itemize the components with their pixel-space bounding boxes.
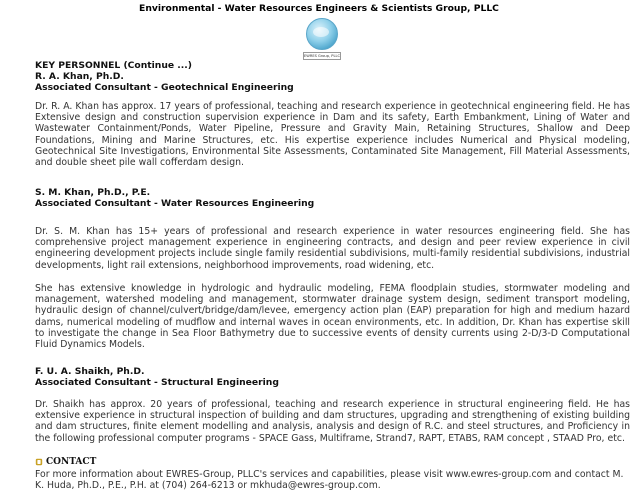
contact-heading-label: CONTACT [46,457,97,467]
person-bio: Dr. Shaikh has approx. 20 years of professional, teaching and research experience in structural engineering field. He has extensive experience in structural inspection of building and dam structures, upgrading and strengthening of existing building and dam structures, finite element modelling and analysis, analysis and design of R.C. and steel structures, and Proficiency in the following professional computer programs - SPACE Gass, Multiframe, Strand7, RAPT, ETABS, RAM concept , STAAD Pro, etc. [35,399,630,444]
person-name: S. M. Khan, Ph.D., P.E. [35,187,151,198]
contact-text: For more information about EWRES-Group, PLLC's services and capabilities, please visit www.ewres-group.com and contact M. K. Huda, Ph.D., P.E., P.H. at (704) 264-6213 or mkhuda@ewres-group.com. [35,469,624,492]
person-name: F. U. A. Shaikh, Ph.D. [35,366,145,377]
person-header [35,366,630,388]
section-heading: KEY PERSONNEL (Continue ...) [35,60,192,71]
key-personnel-section [35,60,630,93]
person-bio: Dr. R. A. Khan has approx. 17 years of professional, teaching and research experience in geotechnical engineering field. He has Extensive design and construction supervision experience in Dam and its safety, Earth Embankment, Lining of Water and Wastewater Containment/Ponds, Water Pipeline, Pressure and Gravity Main, Retaining Structures, Shallow and Deep Foundations, Mining and Marine Structures, etc. His expertise experience includes Numerical and Physical modeling, Geotechnical Site Investigations, Environmental Site Assessments, Contaminated Site Management, Fill Material Assessments, and double sheet pile wall cofferdam design. [35,101,630,169]
company-logo [303,18,341,64]
globe-icon [306,18,338,50]
contact-heading [35,457,96,467]
person-bio: Dr. S. M. Khan has 15+ years of professional and research experience in water resources engineering field. She has comprehensive project management experience in engineering contracts, and design and peer review experience in civil engineering development projects include single family residential subdivisions, multi-family residential subdivisions, industrial developments, light rail extensions, neighborhood improvements, road widening, etc. [35,226,630,271]
person-role: Associated Consultant - Geotechnical Engineering [35,82,294,93]
document-header: Environmental - Water Resources Engineers & Scientists Group, PLLC [139,3,499,14]
person-name: R. A. Khan, Ph.D. [35,71,124,82]
phone-icon [35,458,43,466]
person-role: Associated Consultant - Water Resources Engineering [35,198,315,209]
logo-caption: EWRES Group, PLLC [304,54,340,58]
person-header [35,187,630,209]
person-role: Associated Consultant - Structural Engineering [35,377,279,388]
person-bio: She has extensive knowledge in hydrologic and hydraulic modeling, FEMA floodplain studies, stormwater modeling and management, watershed modeling and management, stormwater drainage system design, sediment transport modeling, hydraulic design of channel/culvert/bridge/dam/levee, emergency action plan (EAP) preparation for high and medium hazard dams, numerical modeling of mudflow and internal waves in ocean environments, etc. In addition, Dr. Khan has expertise skill to investigate the change in Sea Floor Bathymetry due to successive events of density currents using 2-D/3-D Computational Fluid Dynamics Models. [35,283,630,351]
